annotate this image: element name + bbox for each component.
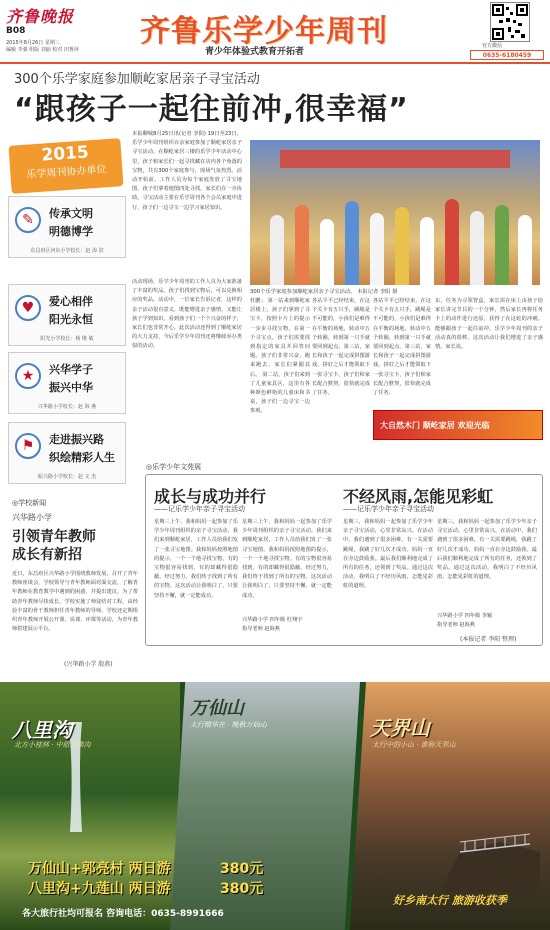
essay-1-col2: 星期三上午，我和妈妈一起参加了乐学少年周刊组织的亲子寻宝活动。我们来到顺屹家居，工作人员给我们发了一张寻宝地图。我和妈妈按照地图的提示，一个一个地寻找宝物。有的宝物很容易找到，有的却藏得很隐蔽。经过努力，我们终于找到了所有的宝物。这次活动让我明白了，只要坚持不懈，就一定能成功。 [242,519,332,599]
essay-1-credit: 兴华路小学 四年级 杜翔宇 指导老师 赵海燕 [242,617,303,633]
photo-figure [445,199,459,285]
photo-figure [495,205,509,285]
header-rule [0,62,550,64]
photo-figure [295,205,309,285]
essay-1-title: 成长与成功并行 [154,487,267,506]
photo-figure [518,215,532,285]
book-icon: ✎ [15,207,41,233]
store-ad-text: 大自然木门 顺屹家居 欢迎光临 [380,421,490,430]
route-2-name: 八里沟+九莲山 两日游 [28,881,171,897]
editor-text: 编辑 李强 组版 刘丽 校对 田鲁萍 [6,47,79,53]
editor-note: (本报记者 李阳 整理) [460,636,517,643]
date-text: 2015年8月26日 星期三 [6,40,60,46]
scene1-slogan: 北方小桂林 · 中原九寨沟 [14,741,91,749]
unit-line2: 织绘精彩人生 [49,451,115,464]
date-line [6,40,79,54]
photo-figure [270,215,284,285]
section-subtitle: 青少年体验式教育开拓者 [205,47,305,57]
qr-code[interactable] [490,2,530,42]
newspaper-logo: 齐鲁晚报 [6,7,75,26]
badge-year: 2015 [40,142,90,166]
article-column-3: 杜鹏」 第一站来到顺屹家居楼上，孩子们拿到了寻宝卡，按照卡片上的提示一步步寻找宝物，在第一个寻宝点，孩子们需要找到指定的家具并回答问题。孩子们非常兴奋，跑来跑去，家长们紧跟其后。 第二站，孩子们来到了儿童家具区，这里有各种颜色鲜艳的儿童床和书桌，孩子们一边寻宝一边参观。 [250,298,310,415]
flag-icon: ⚑ [15,433,41,459]
essay-1-col1: 星期三上午，我和妈妈一起参加了乐学少年周刊组织的亲子寻宝活动。我们来到顺屹家居，工作人员给我们发了一张寻宝地图。我和妈妈按照地图的提示，一个一个地寻找宝物。有的宝物很容易找到，有的却藏得很隐蔽。经过努力，我们终于找到了所有的宝物。这次活动让我明白了，只要坚持不懈，就一定能成功。 [154,519,238,599]
ad-brand: 好乡南太行 旅游收获季 [393,894,507,907]
badge-text: 乐学周刊协办单位 [26,164,107,181]
scene1-title: 八里沟 [12,718,72,742]
news-credit: (兴华路小学 殷燕) [64,661,113,668]
section-title: 齐鲁乐学少年周刊 [140,14,388,49]
sponsor-unit-4 [8,422,126,484]
scene2-slogan: 太行精华在 · 晚秋万仙山 [190,721,267,729]
photo-figure [470,211,484,285]
essay-2-subtitle: ——记乐学少年亲子寻宝活动 [343,505,434,513]
route-1-name: 万仙山+郭亮村 两日游 [28,861,171,877]
article-column-1: 本报聊城8月25日讯(记者 李阳) 19日至23日，乐学少年周刊组织百余家庭参加了顺屹家居亲子寻宝活动，在顺屹家居三楼的乐学少年活动中心里，孩子和家长们一起寻找藏在店内各个角落的宝物，共有300个家庭参与，现场气氛热烈。活动开始前，工作人员为每个家庭发放了寻宝地图，孩子们拿着地图四处寻找，家长们在一旁协助。寻宝活动主要在乐学周刊各个会员家庭中进行，孩子们一边寻宝一边学习家居知识。 [132,131,242,211]
headline-kicker: 300个乐学家庭参加顺屹家居亲子寻宝活动 [14,72,260,87]
news-headline-line1: 引领青年教师 [12,529,96,545]
essay-section-tag: ◎乐学少年文苑展 [146,463,202,471]
qr-caption: 官方微信 [482,43,503,49]
scene3-slogan: 太行中的小山 · 谁称天界山 [372,741,456,749]
page-header [0,0,550,62]
essay-1-subtitle: ——记乐学少年亲子寻宝活动 [154,505,245,513]
news-body: 近日，东昌府区兴华路小学围绕教师发展，召开了青年教师座谈会，学校领导与青年教师面对面交流，了解青年教师在教育教学中遇到的困惑，并提出建议。为了帮助青年教师尽快成长，学校实施了师徒结对工程，由经验丰富的骨干教师担任青年教师的导师。学校还定期组织青年教师开展公开课、说课、评课等活动，为青年教师搭建展示平台。 [12,571,138,633]
article-column-6: 东，任务为寻领智盒，家长需在床上由孩子给家长讲完节目的一个分钟，然后家长再将任务卡上的动作进行还原，获得了在这轮的冲刺。 能够跟孩子一起往前冲，乐学少年周刊的亲子活动真的很棒，这次活动让我们增进了亲子感情。家长说。 [435,298,543,351]
essay-2-col1: 星期三，我和妈妈一起参加了乐学少年亲子寻宝活动，心里非常高兴。在活动中，我们遇到了很多困难，有一关需要跳绳，我跳了好几次才成功。妈妈一直在旁边鼓励我。最后我们顺利地完成了所有的任务，还领到了奖品。通过这次活动，我明白了不经历风雨，怎能见彩虹的道理。 [343,519,433,590]
route-2[interactable] [20,876,290,896]
unit-caption: 兴华路小学校长：赵 海 燕 [37,404,97,410]
photo-banner [280,150,510,168]
sponsor-badge [8,138,123,194]
scene3-title: 天界山 [370,716,430,740]
unit-line1: 兴华学子 [49,363,93,376]
qr-code-icon [491,3,529,41]
news-section-tag: ◎学校新闻 [12,499,47,507]
page-number: B08 [6,26,26,36]
article-column-5: 各站平平已经结束，在这个关卡有五只手，跳绳是不可能的，小孩们是难得在平衡的场地，转动中五个转圈，转到第一只手就要回到起点。第三站，家长和孩子一起完成拼图游戏，拼好之后才能领取下一张寻宝卡，孩子们和家长配合默契，很快就完成了任务。 [373,298,431,397]
unit-line2: 阳光永恒 [49,313,93,326]
news-headline-line2: 成长有新招 [12,547,82,563]
main-headline: “跟孩子一起往前冲,很幸福” [14,92,409,127]
sponsor-unit-3 [8,352,126,414]
photo-figure [320,219,334,285]
unit-line2: 明德博学 [49,225,93,238]
star-icon: ★ [15,363,41,389]
sponsor-unit-1 [8,196,126,258]
route-2-price: 380元 [220,881,264,897]
article-column-4: 各站平平已经结束，在这个关卡有五只手，跳绳是不可能的，小孩们是难得在平衡的场地，转动中五个转圈，转到第一只手就要回到起点。第三站，家长和孩子一起完成拼图游戏，拼好之后才能领取下一张寻宝卡，孩子们和家长配合默契，很快就完成了任务。 [312,298,370,397]
unit-caption: 东昌府区河东小学校长：赵 海 滨 [30,248,104,254]
cliff-railing-icon [440,822,540,892]
unit-line1: 传承文明 [49,207,93,220]
photo-caption: 300个乐学家庭参加顺屹家居亲子寻宝活动。 本报记者 李阳 摄 [250,289,398,295]
article-column-2: 活动现场，乐学少年周刊的工作人员为大家准备了丰富的奖品。孩子们找到宝物后，可以兑换相应的奖品。活动中，一位家长告诉记者，这样的亲子活动很有意义，既能增进亲子感情，又能让孩子学到知识。看到孩子们一个个兴奋的样子，家长们也非常开心。此次活动还得到了顺屹家居的大力支持，今后乐学少年周刊还将继续举办类似的活动。 [132,279,242,350]
essay-2-credit: 兴华路小学 四年级 李颖 指导老师 赵海燕 [437,613,493,629]
unit-line1: 爱心相伴 [49,295,93,308]
scene2-title: 万仙山 [190,698,244,719]
photo-figure [345,201,359,285]
heart-icon: ♥ [15,295,41,321]
article-photo [250,140,540,285]
unit-caption: 阳光小学校长：杨 继 敏 [40,336,94,342]
unit-caption: 振兴路小学校长：赵 文 杰 [37,474,97,480]
news-headline [12,528,96,564]
unit-line1: 走进振兴路 [49,433,104,446]
photo-figure [395,207,409,285]
photo-figure [370,213,384,285]
unit-line2: 振兴中华 [49,381,93,394]
sponsor-unit-2 [8,284,126,346]
route-1[interactable] [20,856,290,876]
route-1-price: 380元 [220,861,264,877]
essay-2-title: 不经风雨,怎能见彩虹 [343,487,494,506]
store-ad-banner[interactable] [373,410,543,440]
ad-phone: 各大旅行社均可报名 咨询电话：0635-8991666 [22,909,224,919]
essay-2-col2: 星期三，我和妈妈一起参加了乐学少年亲子寻宝活动，心里非常高兴。在活动中，我们遇到了很多困难，有一关需要跳绳，我跳了好几次才成功。妈妈一直在旁边鼓励我。最后我们顺利地完成了所有的任务，还领到了奖品。通过这次活动，我明白了不经历风雨，怎能见彩虹的道理。 [437,519,537,581]
header-phone: 0635-6180459 [470,50,544,60]
news-school: 兴华路小学 [12,513,52,522]
photo-figure [420,217,434,285]
